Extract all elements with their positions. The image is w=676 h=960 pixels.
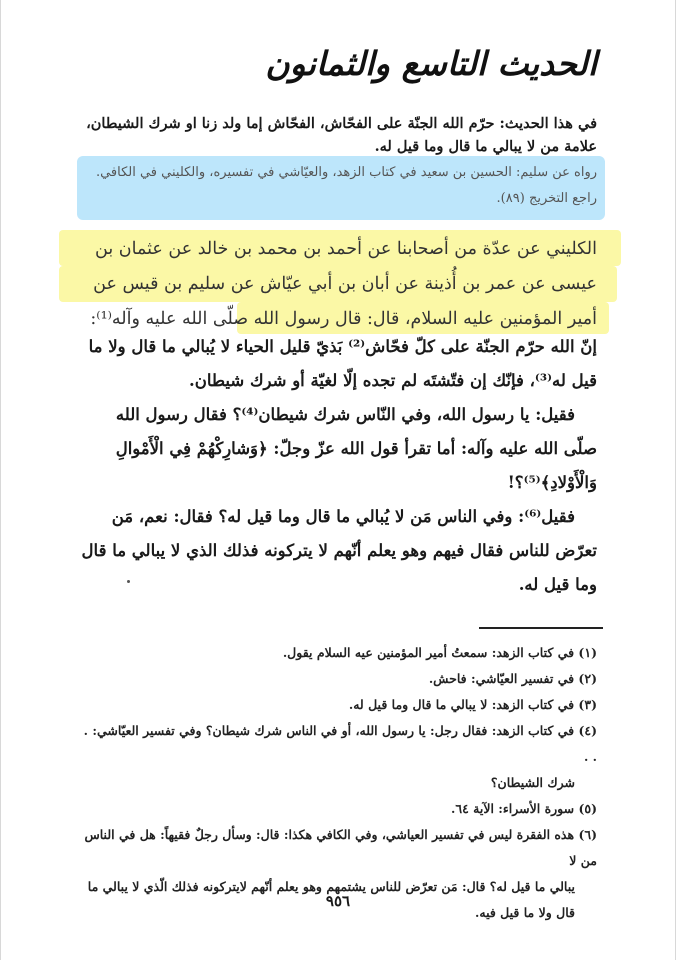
ink-dot [127, 580, 130, 583]
chapter-title: الحديث التاسع والثمانون [265, 44, 597, 83]
hadith-paragraph: إنّ الله حرّم الجنّة على كلّ فحّاش⁽²⁾ بَذيّ قليل الحياء لا يُبالي ما قال ولا ما قيل له⁽³⁾، فإنّك إن فتّشتَه لم تجده إلّا لغيّة أو شرك شيطان. [88, 337, 597, 390]
hadith-text [81, 330, 597, 602]
footnote: (٣) في كتاب الزهد: لا يبالي ما قال وما قيل له. [348, 697, 597, 712]
hadith-paragraph: فقيل: يا رسول الله، وفي النّاس شرك شيطان⁽⁴⁾؟ فقال رسول الله صلّى الله عليه وآله: أما تقرأ قول الله عزّ وجلّ: ﴿وَشارِكْهُمْ فِي الْأَمْوالِ وَالْأَوْلادِ﴾⁽⁵⁾؟! [115, 405, 597, 492]
narration-sources: رواه عن سليم: الحسين بن سعيد في كتاب الزهد، والعيّاشي في تفسيره، والكليني في الكافي. راجع التخريج (٨٩). [95, 165, 597, 206]
page-number: ٩٥٦ [325, 892, 351, 910]
footnote: (٤) في كتاب الزهد: فقال رجل: يا رسول الله، أو في الناس شرك شيطان؟ وفي تفسير العيّاشي: . . . [83, 723, 597, 764]
footnotes [81, 640, 597, 926]
hadith-paragraph: فقيل⁽⁶⁾: وفي الناس مَن لا يُبالي ما قال وما قيل له؟ فقال: نعم، مَن تعرّض للناس فقال فيهم وهو يعلم أنّهم لا يتركونه فذلك الذي لا يبالي ما قال وما قيل له. [81, 507, 597, 594]
intro-summary: في هذا الحديث: حرّم الله الجنّة على الفحّاش، الفحّاش إما ولد زنا او شرك الشيطان، علامة من لا يبالي ما قال وما قيل له. [86, 115, 597, 155]
footnote-continuation: شرك الشيطان؟ [490, 775, 575, 790]
footnote: (١) في كتاب الزهد: سمعتُ أمير المؤمنين عيه السلام يقول. [282, 645, 597, 660]
footnote-divider [479, 627, 603, 629]
chain-of-narration: الكليني عن عدّة من أصحابنا عن أحمد بن محمد بن خالد عن عثمان بن عيسى عن عمر بن أُذينة عن أبان بن أبي عيّاش عن سليم بن قيس عن أمير المؤمنين عليه السلام، قال: قال رسول الله صلّى الله عليه وآله⁽¹⁾: [90, 239, 597, 329]
footnote: (٥) سورة الأسراء: الآية ٦٤. [451, 801, 597, 816]
footnote: (٦) هذه الفقرة ليس في تفسير العياشي، وفي الكافي هكذا: قال: وسأل رجلٌ فقيهاً: هل في الناس من لا [84, 827, 597, 868]
footnote: (٢) في تفسير العيّاشي: فاحش. [428, 671, 597, 686]
footnote-continuation: يبالي ما قيل له؟ قال: مَن تعرّض للناس يشتمهم وهو يعلم أنّهم لايتركونه فذلك الّذي لا يبالي ما قال ولا ما قيل فيه. [87, 879, 575, 920]
